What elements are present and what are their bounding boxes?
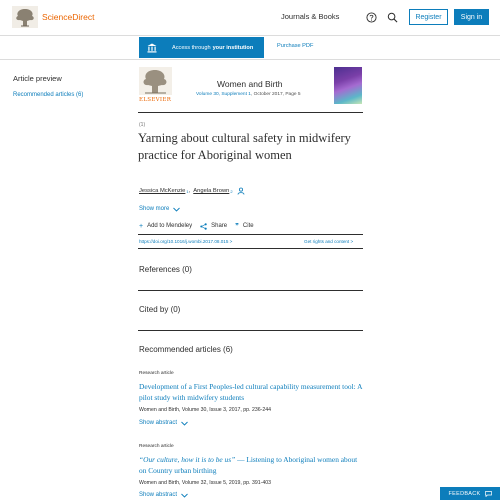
access-bar (0, 36, 500, 60)
volume-link[interactable]: Volume 30, Supplement 1 (196, 92, 251, 97)
issue-date-pages: , October 2017, Page 5 (250, 92, 301, 97)
sidebar-article-preview[interactable]: Article preview (13, 74, 62, 83)
access-text: Access through (172, 44, 211, 51)
signin-button[interactable]: Sign in (454, 9, 489, 25)
purchase-pdf-link[interactable]: Purchase PDF (277, 43, 314, 49)
rec-article-type: Research article (139, 444, 174, 449)
journals-books-link[interactable]: Journals & Books (281, 12, 340, 21)
journal-volume-info (196, 92, 301, 97)
show-abstract-button[interactable] (139, 420, 188, 426)
show-abstract-label: Show abstract (139, 492, 178, 498)
rights-link[interactable]: Get rights and content > (304, 239, 354, 244)
access-bold-text: your institution (212, 44, 254, 51)
article-type: (1) (139, 122, 146, 128)
actions-divider (138, 234, 363, 235)
share-button[interactable] (200, 223, 227, 230)
chat-bubble-icon (485, 491, 492, 497)
recommended-heading: Recommended articles (6) (139, 345, 233, 354)
article-actions (139, 222, 262, 230)
show-abstract-button[interactable] (139, 492, 188, 498)
brand-name[interactable]: ScienceDirect (42, 12, 95, 22)
share-icon (200, 223, 207, 230)
author-list: Jessica McKenzie 1 , Angela Brown 2 (139, 187, 245, 195)
publisher-wordmark: ELSEVIER (139, 97, 172, 103)
chevron-down-icon (173, 207, 180, 212)
cite-button[interactable] (235, 222, 253, 230)
access-institution-button[interactable] (139, 37, 264, 58)
article-title: Yarning about cultural safety in midwifery practice for Aboriginal women (138, 131, 351, 162)
rec-title-italic[interactable]: “Our culture, how it is to be us” (139, 455, 236, 464)
journal-cover-image[interactable] (334, 67, 362, 104)
add-to-mendeley-button[interactable] (139, 223, 192, 230)
doi-link[interactable]: https://doi.org/10.1016/j.wombi.2017.08.015 > (139, 239, 233, 244)
rec-article-title-link[interactable]: Development of a First Peoples-led cultural capability measurement tool: A pilot study with midwifery students (139, 382, 363, 402)
cited-by-divider (138, 330, 363, 331)
header-divider (138, 112, 363, 113)
author-affiliation-sup[interactable]: 1 (186, 188, 189, 194)
references-divider (138, 290, 363, 291)
cite-label: Cite (242, 223, 254, 229)
register-button[interactable]: Register (409, 9, 448, 25)
plus-icon: + (139, 222, 144, 230)
show-more-label: Show more (139, 206, 170, 212)
elsevier-tree-logo-icon[interactable] (12, 6, 38, 28)
help-circle-icon[interactable] (366, 12, 377, 23)
rights-text[interactable]: Get rights and content (304, 239, 350, 244)
rec-article-meta: Women and Birth, Volume 32, Issue 5, 2019, pp. 391-403 (139, 480, 271, 486)
rec-article-meta: Women and Birth, Volume 30, Issue 3, 2017, pp. 236-244 (139, 407, 271, 413)
rec-title-rest[interactable]: — Listening to Aboriginal women about on Country urban birthing (139, 455, 358, 475)
feedback-button[interactable] (440, 487, 500, 500)
rec-article-title-link[interactable] (139, 455, 363, 476)
institution-icon (147, 43, 157, 53)
quote-icon: ❞ (235, 223, 239, 230)
show-more-button[interactable] (139, 206, 180, 212)
cited-by-heading: Cited by (0) (139, 305, 181, 314)
search-icon[interactable] (387, 12, 398, 23)
references-heading: References (0) (139, 265, 192, 274)
chevron-down-icon (181, 493, 188, 498)
author-link[interactable]: Jessica McKenzie (139, 188, 186, 194)
doi-divider (138, 248, 363, 249)
author-link[interactable]: Angela Brown (193, 188, 230, 194)
mendeley-label: Add to Mendeley (147, 223, 193, 229)
journal-title-link[interactable]: Women and Birth (217, 79, 283, 89)
author-affiliation-sup[interactable]: 2 (230, 188, 233, 194)
sidebar-recommended-link[interactable]: Recommended articles (6) (13, 92, 84, 98)
show-abstract-label: Show abstract (139, 420, 178, 426)
chevron-down-icon (181, 421, 188, 426)
person-icon[interactable] (237, 187, 245, 195)
doi-text[interactable]: https://doi.org/10.1016/j.wombi.2017.08.015 (139, 239, 229, 244)
top-header (0, 0, 500, 36)
rec-article-type: Research article (139, 371, 174, 376)
feedback-label: FEEDBACK (448, 490, 481, 497)
share-label: Share (211, 223, 228, 229)
